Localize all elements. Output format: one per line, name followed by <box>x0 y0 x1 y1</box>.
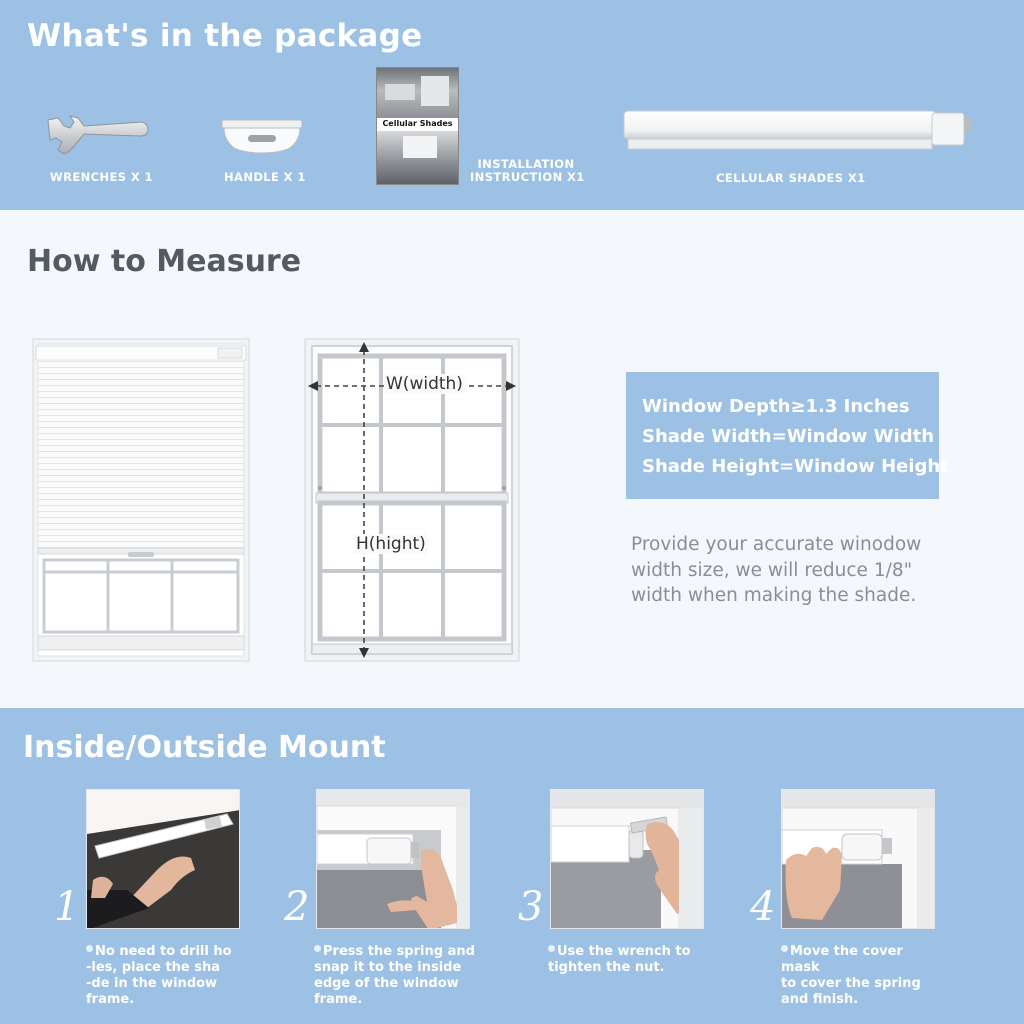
package-title: What's in the package <box>27 18 423 54</box>
instruction-label: INSTALLATION INSTRUCTION X1 <box>470 157 585 184</box>
width-label: W(width) <box>386 374 463 394</box>
instruction-booklet-icon <box>376 67 459 185</box>
wrench-label: WRENCHES X 1 <box>50 170 153 184</box>
wrench-icon <box>44 112 150 156</box>
step-1-text: No need to drill ho -les, place the sha -de in the window frame. <box>86 944 232 1007</box>
step-3-number: 3 <box>518 884 544 930</box>
height-label: H(hight) <box>356 534 426 554</box>
step-4-photo <box>781 789 935 929</box>
step-2-photo <box>316 789 470 929</box>
info-shade-width: Shade Width=Window Width <box>642 426 935 447</box>
info-shade-height: Shade Height=Window Height <box>642 456 949 477</box>
step-2-text: Press the spring and snap it to the inside edge of the window frame. <box>314 944 475 1007</box>
step-4-number: 4 <box>750 884 776 930</box>
handle-icon <box>220 118 304 154</box>
package-section <box>0 0 1024 210</box>
window-measure-illustration <box>304 338 520 662</box>
mount-title: Inside/Outside Mount <box>23 730 386 765</box>
cellular-shade-icon <box>622 109 976 151</box>
step-1-number: 1 <box>54 884 80 930</box>
step-3-photo <box>550 789 704 929</box>
measure-note: Provide your accurate winodow width size, we will reduce 1/8" width when making the shade. <box>631 534 922 606</box>
cellular-shade-label: CELLULAR SHADES X1 <box>716 171 866 185</box>
info-window-depth: Window Depth≥1.3 Inches <box>642 396 910 417</box>
measurement-info-box <box>626 372 949 499</box>
booklet-title: Cellular Shades <box>382 119 453 128</box>
handle-label: HANDLE X 1 <box>224 170 306 184</box>
step-1-photo <box>86 789 240 929</box>
measure-title: How to Measure <box>27 244 302 279</box>
step-3-text: Use the wrench to tighten the nut. <box>548 944 691 975</box>
step-2-number: 2 <box>284 884 310 930</box>
step-4-text: Move the cover mask to cover the spring and finish. <box>781 944 921 1007</box>
shaded-window-illustration <box>32 338 250 662</box>
mount-section <box>0 708 1024 1024</box>
measure-section <box>0 210 1024 708</box>
